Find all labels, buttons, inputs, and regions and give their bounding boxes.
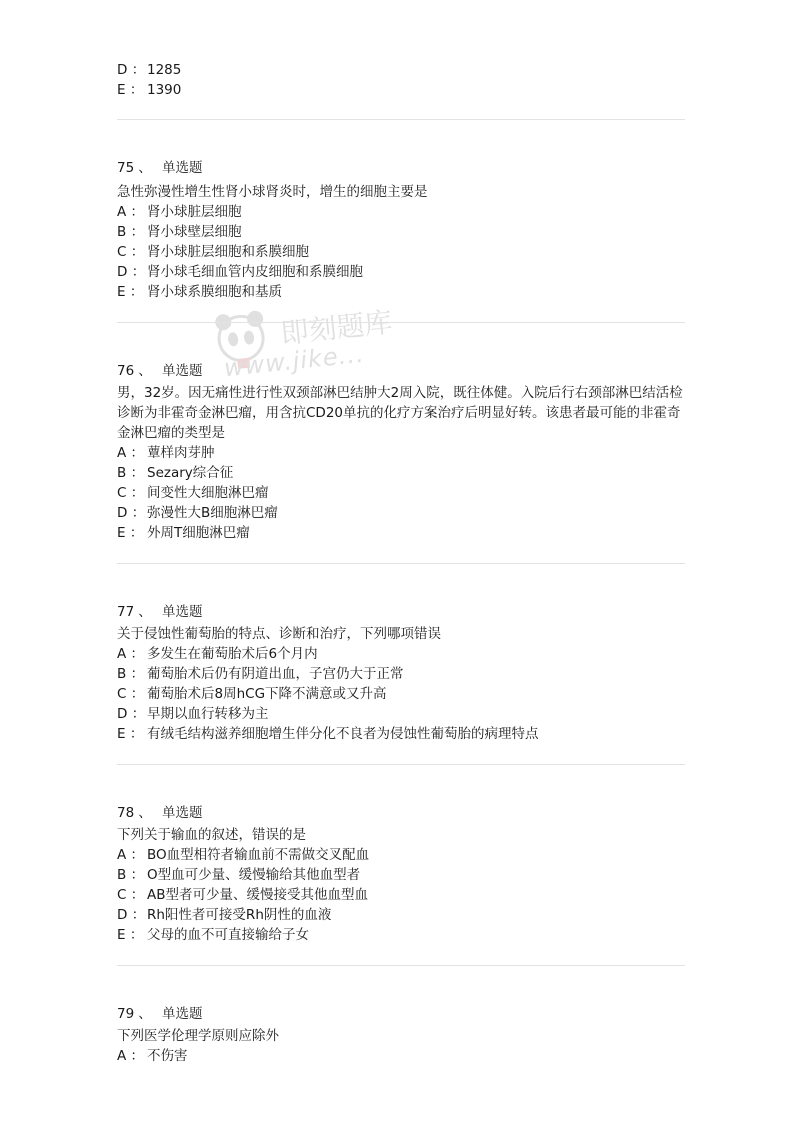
option-text: 早期以血行转移为主 [147, 706, 269, 722]
question-type: 单选题 [161, 1006, 203, 1022]
option-text: 弥漫性大B细胞淋巴瘤 [147, 505, 278, 521]
question-number: 79 [117, 1006, 135, 1022]
question-header: 77 、 单选题 [117, 604, 203, 620]
option-row: A ： BO血型相符者输血前不需做交叉配血 [117, 847, 370, 863]
option-text: 肾小球系膜细胞和基质 [147, 284, 282, 300]
option-text: AB型者可少量、缓慢接受其他血型血 [147, 887, 368, 903]
option-row: D ： 弥漫性大B细胞淋巴瘤 [117, 505, 278, 521]
option-row: A ： 蕈样肉芽肿 [117, 445, 215, 461]
option-text: 肾小球脏层细胞和系膜细胞 [147, 244, 309, 260]
option-text: BO血型相符者输血前不需做交叉配血 [147, 847, 370, 863]
option-row: B ： 葡萄胎术后仍有阴道出血，子宫仍大于正常 [117, 666, 404, 682]
option-row: A ： 肾小球脏层细胞 [117, 204, 242, 220]
option-text: 父母的血不可直接输给子女 [147, 927, 309, 943]
option-text: 肾小球毛细血管内皮细胞和系膜细胞 [147, 264, 363, 280]
option-row: D ： Rh阳性者可接受Rh阴性的血液 [117, 907, 332, 923]
watermark-url: www.jike... [222, 339, 366, 383]
option-row: A ： 多发生在葡萄胎术后6个月内 [117, 646, 318, 662]
option-row [117, 60, 685, 80]
question-type: 单选题 [161, 363, 203, 379]
option-text: 间变性大细胞淋巴瘤 [147, 485, 269, 501]
option-row: D ： 肾小球毛细血管内皮细胞和系膜细胞 [117, 264, 363, 280]
question-number: 78 [117, 805, 135, 821]
option-text: 1285 [147, 62, 182, 78]
option-text: 葡萄胎术后8周hCG下降不满意或又升高 [147, 686, 387, 702]
option-key: E ： [117, 82, 144, 98]
option-text: 肾小球壁层细胞 [147, 224, 242, 240]
option-row: E ： 有绒毛结构滋养细胞增生伴分化不良者为侵蚀性葡萄胎的病理特点 [117, 726, 539, 742]
option-row: C ： 间变性大细胞淋巴瘤 [117, 485, 269, 501]
option-row: B ： Sezary综合征 [117, 465, 234, 481]
document-page [117, 0, 685, 1066]
option-text: 肾小球脏层细胞 [147, 204, 242, 220]
option-text: 有绒毛结构滋养细胞增生伴分化不良者为侵蚀性葡萄胎的病理特点 [147, 726, 539, 742]
option-text: 多发生在葡萄胎术后6个月内 [147, 646, 318, 662]
option-row: B ： 肾小球壁层细胞 [117, 224, 242, 240]
option-row: B ： O型血可少量、缓慢输给其他血型者 [117, 867, 361, 883]
option-text: O型血可少量、缓慢输给其他血型者 [147, 867, 361, 883]
option-row: E ： 外周T细胞淋巴瘤 [117, 525, 250, 541]
question-type: 单选题 [161, 805, 203, 821]
option-text: 外周T细胞淋巴瘤 [147, 525, 250, 541]
option-key: D ： [117, 62, 146, 78]
question-header: 76 、 单选题 [117, 363, 203, 379]
option-row [117, 80, 685, 100]
option-text: 1390 [147, 82, 182, 98]
option-row: A ： 不伤害 [117, 1048, 188, 1064]
option-row: E ： 肾小球系膜细胞和基质 [117, 284, 282, 300]
question-stem: 下列关于输血的叙述，错误的是 [117, 827, 306, 843]
option-text: 不伤害 [147, 1048, 188, 1064]
question-stem: 下列医学伦理学原则应除外 [117, 1028, 279, 1044]
question-header: 78 、 单选题 [117, 805, 203, 821]
option-row: C ： 肾小球脏层细胞和系膜细胞 [117, 244, 309, 260]
question-number: 75 [117, 160, 135, 176]
question-header: 75 、 单选题 [117, 160, 203, 176]
option-text: 葡萄胎术后仍有阴道出血，子宫仍大于正常 [147, 666, 404, 682]
question-number: 77 [117, 604, 135, 620]
question-header: 79 、 单选题 [117, 1006, 203, 1022]
option-row: C ： AB型者可少量、缓慢接受其他血型血 [117, 887, 368, 903]
question-stem: 男，32岁。因无痛性进行性双颈部淋巴结肿大2周入院，既往体健。入院后行右颈部淋巴结活检诊断为非霍奇金淋巴瘤，用含抗CD20单抗的化疗方案治疗后明显好转。该患者最可能的非霍奇金淋巴瘤的类型是 [117, 385, 683, 441]
question-type: 单选题 [161, 160, 203, 176]
option-text: 蕈样肉芽肿 [147, 445, 215, 461]
option-row: C ： 葡萄胎术后8周hCG下降不满意或又升高 [117, 686, 387, 702]
question-stem: 急性弥漫性增生性肾小球肾炎时，增生的细胞主要是 [117, 184, 428, 200]
question-number: 76 [117, 363, 135, 379]
option-row: D ： 早期以血行转移为主 [117, 706, 269, 722]
option-text: Rh阳性者可接受Rh阴性的血液 [147, 907, 332, 923]
watermark-brand: 即刻题库 [279, 305, 394, 351]
option-row: E ： 父母的血不可直接输给子女 [117, 927, 309, 943]
question-stem: 关于侵蚀性葡萄胎的特点、诊断和治疗，下列哪项错误 [117, 626, 441, 642]
option-text: Sezary综合征 [147, 465, 234, 481]
question-type: 单选题 [161, 604, 203, 620]
